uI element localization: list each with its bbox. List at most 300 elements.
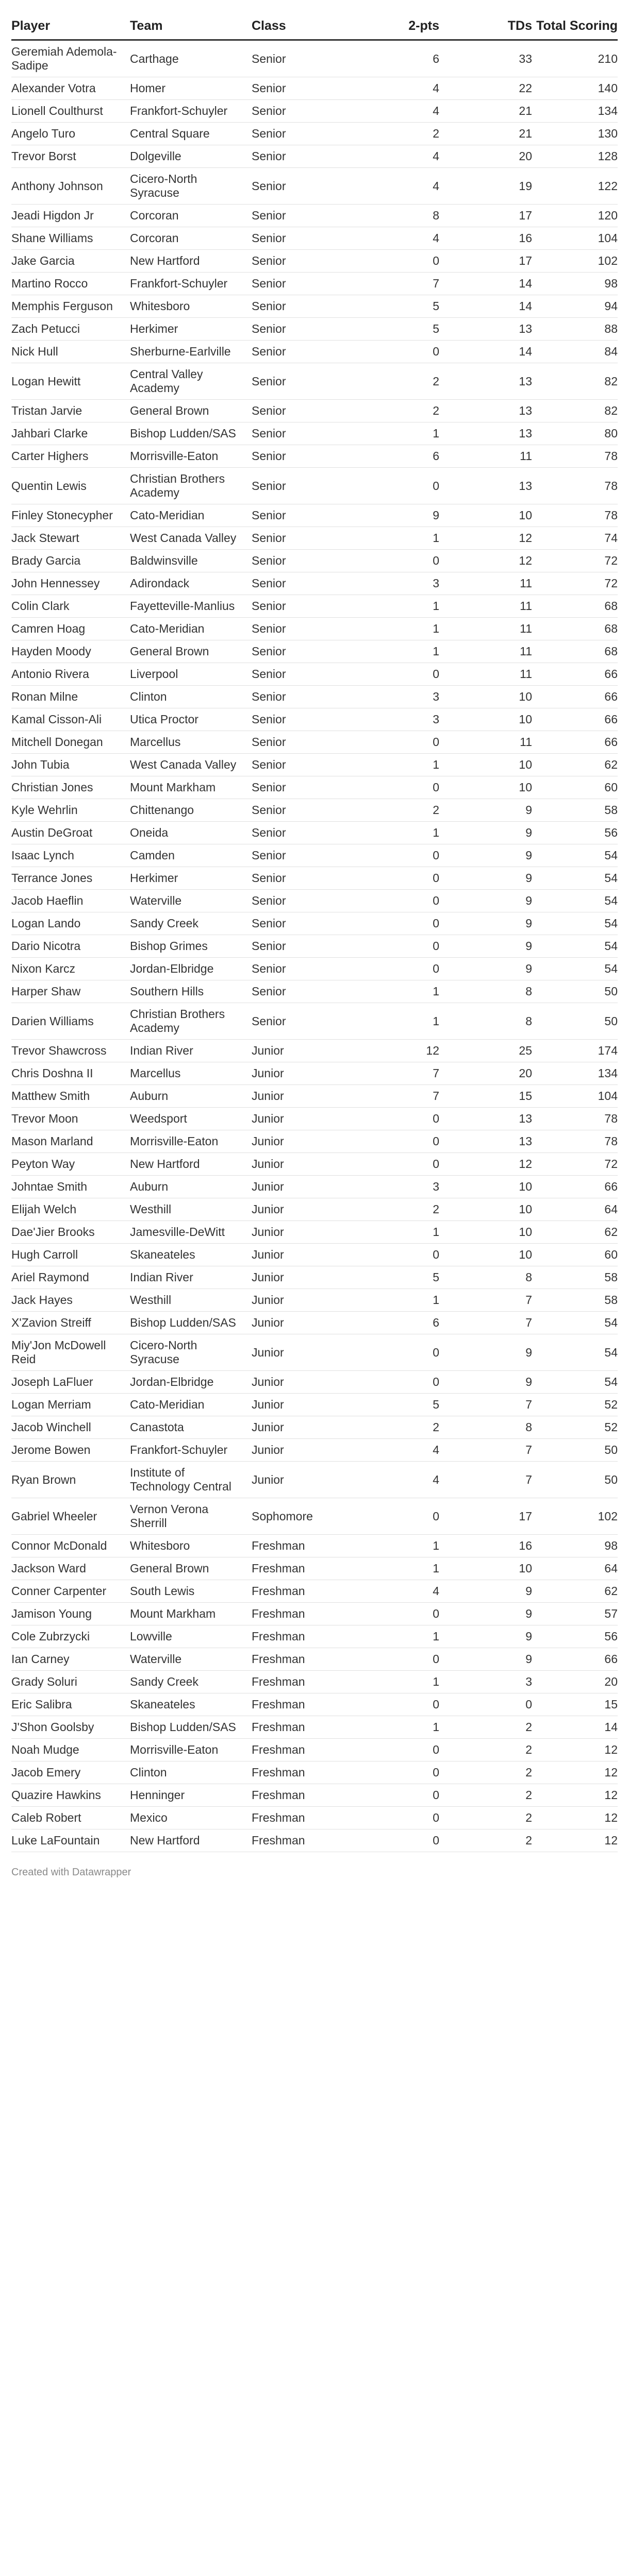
player-cell: Jerome Bowen [11, 1439, 130, 1462]
total-scoring-cell: 12 [532, 1761, 618, 1784]
table-row [11, 1580, 618, 1603]
table-row [11, 123, 618, 145]
player-cell: Miy'Jon McDowell Reid [11, 1334, 130, 1371]
player-cell: Isaac Lynch [11, 844, 130, 867]
class-cell: Senior [252, 341, 372, 363]
class-cell: Senior [252, 572, 372, 595]
class-cell: Senior [252, 686, 372, 708]
team-cell: New Hartford [130, 1153, 252, 1176]
tds-cell: 8 [439, 1003, 532, 1040]
tds-cell: 33 [439, 40, 532, 77]
table-row [11, 572, 618, 595]
two-pts-cell: 0 [372, 1108, 439, 1130]
table-row [11, 618, 618, 640]
table-row [11, 422, 618, 445]
tds-cell: 16 [439, 227, 532, 250]
class-cell: Freshman [252, 1625, 372, 1648]
class-cell: Senior [252, 822, 372, 844]
class-cell: Senior [252, 550, 372, 572]
player-cell: J'Shon Goolsby [11, 1716, 130, 1739]
two-pts-cell: 3 [372, 708, 439, 731]
class-cell: Junior [252, 1371, 372, 1394]
team-cell: South Lewis [130, 1580, 252, 1603]
team-cell: Morrisville-Eaton [130, 1130, 252, 1153]
two-pts-cell: 4 [372, 1580, 439, 1603]
player-cell: Jake Garcia [11, 250, 130, 273]
player-cell: Ian Carney [11, 1648, 130, 1671]
player-cell: Conner Carpenter [11, 1580, 130, 1603]
class-cell: Freshman [252, 1807, 372, 1829]
class-cell: Freshman [252, 1603, 372, 1625]
table-row [11, 445, 618, 468]
class-cell: Junior [252, 1130, 372, 1153]
team-cell: Waterville [130, 890, 252, 912]
scoring-table [11, 19, 618, 1852]
team-cell: Southern Hills [130, 980, 252, 1003]
table-row [11, 1462, 618, 1498]
two-pts-cell: 0 [372, 341, 439, 363]
tds-cell: 20 [439, 1062, 532, 1085]
total-scoring-cell: 12 [532, 1829, 618, 1852]
player-cell: Darien Williams [11, 1003, 130, 1040]
two-pts-cell: 0 [372, 550, 439, 572]
table-row [11, 822, 618, 844]
class-cell: Senior [252, 40, 372, 77]
total-scoring-cell: 66 [532, 731, 618, 754]
team-cell: Fayetteville-Manlius [130, 595, 252, 618]
player-cell: Anthony Johnson [11, 168, 130, 205]
team-cell: Frankfort-Schuyler [130, 273, 252, 295]
total-scoring-cell: 54 [532, 844, 618, 867]
player-cell: Matthew Smith [11, 1085, 130, 1108]
player-cell: Jack Stewart [11, 527, 130, 550]
tds-cell: 2 [439, 1761, 532, 1784]
total-scoring-cell: 64 [532, 1198, 618, 1221]
table-row [11, 40, 618, 77]
team-cell: Camden [130, 844, 252, 867]
team-cell: Waterville [130, 1648, 252, 1671]
two-pts-cell: 2 [372, 1198, 439, 1221]
player-cell: Alexander Votra [11, 77, 130, 100]
tds-cell: 9 [439, 1603, 532, 1625]
total-scoring-cell: 174 [532, 1040, 618, 1062]
class-cell: Junior [252, 1462, 372, 1498]
team-cell: Bishop Ludden/SAS [130, 1312, 252, 1334]
table-row [11, 1625, 618, 1648]
total-scoring-cell: 66 [532, 686, 618, 708]
table-row [11, 1198, 618, 1221]
player-cell: Jacob Emery [11, 1761, 130, 1784]
total-scoring-cell: 84 [532, 341, 618, 363]
total-scoring-cell: 134 [532, 1062, 618, 1085]
table-row [11, 250, 618, 273]
table-row [11, 1371, 618, 1394]
tds-cell: 9 [439, 890, 532, 912]
table-row [11, 776, 618, 799]
tds-cell: 10 [439, 686, 532, 708]
table-row [11, 1829, 618, 1852]
player-cell: Nixon Karcz [11, 958, 130, 980]
player-cell: Trevor Borst [11, 145, 130, 168]
two-pts-cell: 9 [372, 504, 439, 527]
class-cell: Senior [252, 935, 372, 958]
team-cell: Skaneateles [130, 1244, 252, 1266]
header-2-pts[interactable]: 2-pts [372, 19, 439, 40]
player-cell: Martino Rocco [11, 273, 130, 295]
header-tds[interactable]: TDs [439, 19, 532, 40]
header-team[interactable]: Team [130, 19, 252, 40]
table-row [11, 1535, 618, 1557]
team-cell: Christian Brothers Academy [130, 468, 252, 504]
team-cell: General Brown [130, 1557, 252, 1580]
table-row [11, 227, 618, 250]
player-cell: Joseph LaFluer [11, 1371, 130, 1394]
total-scoring-cell: 64 [532, 1557, 618, 1580]
class-cell: Senior [252, 595, 372, 618]
total-scoring-cell: 60 [532, 776, 618, 799]
class-cell: Junior [252, 1198, 372, 1221]
class-cell: Senior [252, 363, 372, 400]
total-scoring-cell: 54 [532, 890, 618, 912]
team-cell: Weedsport [130, 1108, 252, 1130]
two-pts-cell: 2 [372, 1416, 439, 1439]
team-cell: Central Square [130, 123, 252, 145]
total-scoring-cell: 54 [532, 912, 618, 935]
tds-cell: 17 [439, 250, 532, 273]
team-cell: Dolgeville [130, 145, 252, 168]
player-cell: Memphis Ferguson [11, 295, 130, 318]
tds-cell: 9 [439, 1334, 532, 1371]
two-pts-cell: 0 [372, 468, 439, 504]
class-cell: Sophomore [252, 1498, 372, 1535]
class-cell: Junior [252, 1312, 372, 1334]
two-pts-cell: 1 [372, 527, 439, 550]
tds-cell: 19 [439, 168, 532, 205]
two-pts-cell: 1 [372, 1289, 439, 1312]
team-cell: Jordan-Elbridge [130, 1371, 252, 1394]
team-cell: Adirondack [130, 572, 252, 595]
two-pts-cell: 5 [372, 318, 439, 341]
two-pts-cell: 1 [372, 1003, 439, 1040]
tds-cell: 8 [439, 980, 532, 1003]
tds-cell: 9 [439, 867, 532, 890]
total-scoring-cell: 78 [532, 445, 618, 468]
team-cell: Institute of Technology Central [130, 1462, 252, 1498]
total-scoring-cell: 102 [532, 250, 618, 273]
table-row [11, 1557, 618, 1580]
team-cell: General Brown [130, 400, 252, 422]
total-scoring-cell: 54 [532, 935, 618, 958]
table-row [11, 1416, 618, 1439]
player-cell: Jeadi Higdon Jr [11, 205, 130, 227]
player-cell: Angelo Turo [11, 123, 130, 145]
total-scoring-cell: 68 [532, 595, 618, 618]
team-cell: Clinton [130, 1761, 252, 1784]
team-cell: Canastota [130, 1416, 252, 1439]
team-cell: Morrisville-Eaton [130, 445, 252, 468]
team-cell: General Brown [130, 640, 252, 663]
tds-cell: 13 [439, 363, 532, 400]
total-scoring-cell: 74 [532, 527, 618, 550]
two-pts-cell: 0 [372, 1648, 439, 1671]
class-cell: Freshman [252, 1761, 372, 1784]
total-scoring-cell: 60 [532, 1244, 618, 1266]
table-row [11, 1040, 618, 1062]
player-cell: Ariel Raymond [11, 1266, 130, 1289]
two-pts-cell: 3 [372, 1176, 439, 1198]
table-row [11, 980, 618, 1003]
two-pts-cell: 0 [372, 1334, 439, 1371]
team-cell: Cato-Meridian [130, 1394, 252, 1416]
player-cell: Connor McDonald [11, 1535, 130, 1557]
table-row [11, 1062, 618, 1085]
two-pts-cell: 1 [372, 1716, 439, 1739]
total-scoring-cell: 12 [532, 1784, 618, 1807]
table-row [11, 1807, 618, 1829]
two-pts-cell: 4 [372, 227, 439, 250]
two-pts-cell: 0 [372, 1153, 439, 1176]
table-row [11, 168, 618, 205]
player-cell: Finley Stonecypher [11, 504, 130, 527]
tds-cell: 11 [439, 663, 532, 686]
tds-cell: 14 [439, 341, 532, 363]
two-pts-cell: 2 [372, 400, 439, 422]
two-pts-cell: 0 [372, 958, 439, 980]
two-pts-cell: 1 [372, 1221, 439, 1244]
team-cell: Cato-Meridian [130, 504, 252, 527]
two-pts-cell: 0 [372, 1693, 439, 1716]
total-scoring-cell: 14 [532, 1716, 618, 1739]
tds-cell: 7 [439, 1289, 532, 1312]
tds-cell: 12 [439, 527, 532, 550]
total-scoring-cell: 54 [532, 867, 618, 890]
player-cell: Christian Jones [11, 776, 130, 799]
two-pts-cell: 0 [372, 912, 439, 935]
team-cell: Corcoran [130, 227, 252, 250]
two-pts-cell: 0 [372, 776, 439, 799]
player-cell: Luke LaFountain [11, 1829, 130, 1852]
class-cell: Freshman [252, 1693, 372, 1716]
table-row [11, 205, 618, 227]
player-cell: Logan Lando [11, 912, 130, 935]
team-cell: Cato-Meridian [130, 618, 252, 640]
player-cell: Mason Marland [11, 1130, 130, 1153]
class-cell: Junior [252, 1153, 372, 1176]
team-cell: Indian River [130, 1266, 252, 1289]
table-row [11, 295, 618, 318]
total-scoring-cell: 104 [532, 227, 618, 250]
total-scoring-cell: 82 [532, 363, 618, 400]
class-cell: Freshman [252, 1829, 372, 1852]
class-cell: Junior [252, 1085, 372, 1108]
player-cell: Jack Hayes [11, 1289, 130, 1312]
class-cell: Freshman [252, 1648, 372, 1671]
two-pts-cell: 4 [372, 77, 439, 100]
class-cell: Senior [252, 1003, 372, 1040]
class-cell: Senior [252, 844, 372, 867]
two-pts-cell: 8 [372, 205, 439, 227]
two-pts-cell: 6 [372, 40, 439, 77]
team-cell: Henninger [130, 1784, 252, 1807]
class-cell: Senior [252, 618, 372, 640]
tds-cell: 8 [439, 1266, 532, 1289]
class-cell: Freshman [252, 1739, 372, 1761]
two-pts-cell: 0 [372, 731, 439, 754]
class-cell: Senior [252, 912, 372, 935]
player-cell: Ryan Brown [11, 1462, 130, 1498]
tds-cell: 3 [439, 1671, 532, 1693]
total-scoring-cell: 130 [532, 123, 618, 145]
tds-cell: 2 [439, 1739, 532, 1761]
two-pts-cell: 0 [372, 1829, 439, 1852]
table-row [11, 595, 618, 618]
two-pts-cell: 0 [372, 1761, 439, 1784]
team-cell: Mount Markham [130, 776, 252, 799]
player-cell: Logan Merriam [11, 1394, 130, 1416]
two-pts-cell: 6 [372, 1312, 439, 1334]
player-cell: Mitchell Donegan [11, 731, 130, 754]
class-cell: Senior [252, 754, 372, 776]
class-cell: Freshman [252, 1716, 372, 1739]
team-cell: Bishop Ludden/SAS [130, 422, 252, 445]
table-row [11, 468, 618, 504]
two-pts-cell: 1 [372, 1535, 439, 1557]
team-cell: Corcoran [130, 205, 252, 227]
team-cell: Bishop Ludden/SAS [130, 1716, 252, 1739]
tds-cell: 7 [439, 1312, 532, 1334]
table-row [11, 400, 618, 422]
player-cell: Noah Mudge [11, 1739, 130, 1761]
total-scoring-cell: 54 [532, 1312, 618, 1334]
player-cell: Trevor Moon [11, 1108, 130, 1130]
header-player[interactable]: Player [11, 19, 130, 40]
two-pts-cell: 2 [372, 363, 439, 400]
table-row [11, 1266, 618, 1289]
tds-cell: 9 [439, 935, 532, 958]
tds-cell: 25 [439, 1040, 532, 1062]
two-pts-cell: 5 [372, 295, 439, 318]
class-cell: Senior [252, 867, 372, 890]
table-row [11, 844, 618, 867]
tds-cell: 14 [439, 273, 532, 295]
tds-cell: 2 [439, 1784, 532, 1807]
table-row [11, 1003, 618, 1040]
team-cell: West Canada Valley [130, 527, 252, 550]
two-pts-cell: 1 [372, 822, 439, 844]
table-body [11, 40, 618, 1852]
tds-cell: 9 [439, 1648, 532, 1671]
team-cell: Westhill [130, 1289, 252, 1312]
table-row [11, 550, 618, 572]
two-pts-cell: 4 [372, 1462, 439, 1498]
player-cell: Camren Hoag [11, 618, 130, 640]
class-cell: Senior [252, 799, 372, 822]
header-class[interactable]: Class [252, 19, 372, 40]
player-cell: Terrance Jones [11, 867, 130, 890]
class-cell: Senior [252, 100, 372, 123]
table-row [11, 731, 618, 754]
total-scoring-cell: 15 [532, 1693, 618, 1716]
team-cell: Baldwinsville [130, 550, 252, 572]
table-row [11, 145, 618, 168]
total-scoring-cell: 98 [532, 1535, 618, 1557]
two-pts-cell: 0 [372, 1784, 439, 1807]
player-cell: Geremiah Ademola-Sadipe [11, 40, 130, 77]
two-pts-cell: 3 [372, 686, 439, 708]
total-scoring-cell: 78 [532, 1108, 618, 1130]
tds-cell: 11 [439, 731, 532, 754]
two-pts-cell: 0 [372, 844, 439, 867]
header-row [11, 19, 618, 40]
tds-cell: 12 [439, 1153, 532, 1176]
player-cell: Peyton Way [11, 1153, 130, 1176]
table-row [11, 1603, 618, 1625]
class-cell: Senior [252, 980, 372, 1003]
tds-cell: 10 [439, 504, 532, 527]
player-cell: Jacob Haeflin [11, 890, 130, 912]
table-row [11, 1761, 618, 1784]
two-pts-cell: 0 [372, 1739, 439, 1761]
team-cell: Mount Markham [130, 1603, 252, 1625]
class-cell: Freshman [252, 1535, 372, 1557]
tds-cell: 13 [439, 422, 532, 445]
total-scoring-cell: 72 [532, 1153, 618, 1176]
tds-cell: 10 [439, 708, 532, 731]
total-scoring-cell: 66 [532, 663, 618, 686]
player-cell: Nick Hull [11, 341, 130, 363]
team-cell: Utica Proctor [130, 708, 252, 731]
tds-cell: 7 [439, 1394, 532, 1416]
total-scoring-cell: 57 [532, 1603, 618, 1625]
class-cell: Junior [252, 1439, 372, 1462]
total-scoring-cell: 68 [532, 640, 618, 663]
table-row [11, 640, 618, 663]
tds-cell: 10 [439, 1176, 532, 1198]
class-cell: Senior [252, 123, 372, 145]
header-total-scoring[interactable]: Total Scoring [532, 19, 618, 40]
total-scoring-cell: 50 [532, 980, 618, 1003]
class-cell: Senior [252, 958, 372, 980]
table-row [11, 1153, 618, 1176]
team-cell: Vernon Verona Sherrill [130, 1498, 252, 1535]
team-cell: Jamesville-DeWitt [130, 1221, 252, 1244]
player-cell: Caleb Robert [11, 1807, 130, 1829]
tds-cell: 13 [439, 468, 532, 504]
total-scoring-cell: 120 [532, 205, 618, 227]
table-row [11, 958, 618, 980]
team-cell: Jordan-Elbridge [130, 958, 252, 980]
table-row [11, 527, 618, 550]
total-scoring-cell: 52 [532, 1416, 618, 1439]
tds-cell: 9 [439, 1625, 532, 1648]
player-cell: Jamison Young [11, 1603, 130, 1625]
total-scoring-cell: 54 [532, 1371, 618, 1394]
table-row [11, 1784, 618, 1807]
table-row [11, 273, 618, 295]
two-pts-cell: 0 [372, 1807, 439, 1829]
total-scoring-cell: 50 [532, 1462, 618, 1498]
total-scoring-cell: 56 [532, 822, 618, 844]
team-cell: Liverpool [130, 663, 252, 686]
team-cell: Bishop Grimes [130, 935, 252, 958]
two-pts-cell: 3 [372, 572, 439, 595]
player-cell: Shane Williams [11, 227, 130, 250]
class-cell: Senior [252, 445, 372, 468]
class-cell: Senior [252, 776, 372, 799]
two-pts-cell: 2 [372, 799, 439, 822]
two-pts-cell: 7 [372, 1085, 439, 1108]
team-cell: Herkimer [130, 318, 252, 341]
